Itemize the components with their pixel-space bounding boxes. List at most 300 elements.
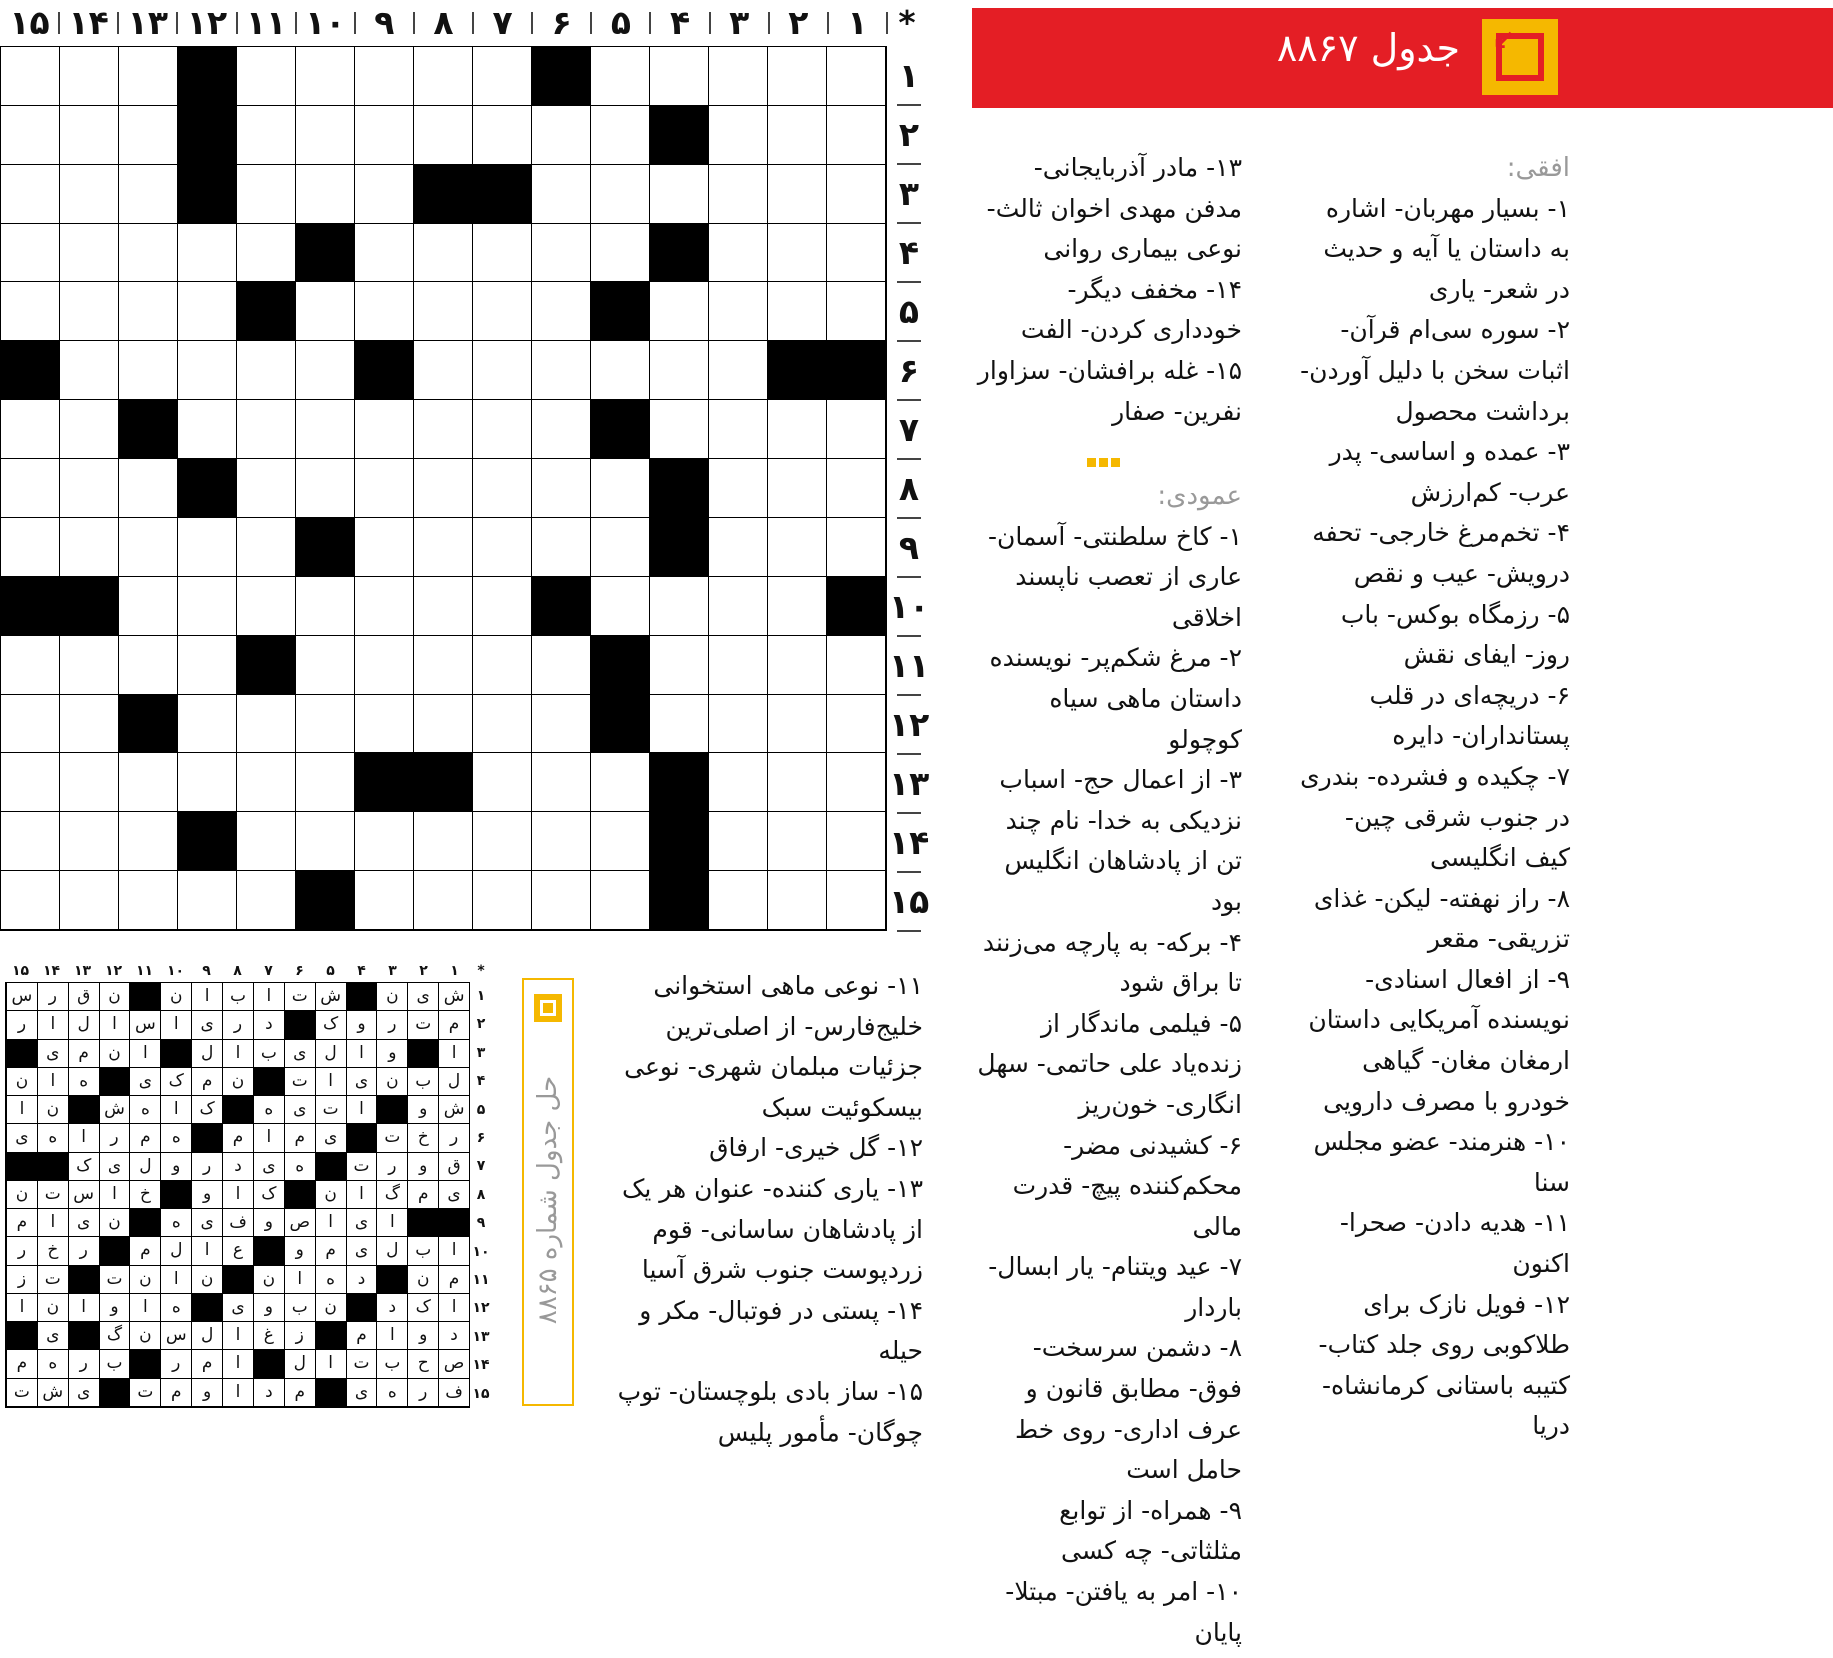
empty-cell xyxy=(1,47,60,106)
solution-letter: م xyxy=(129,1237,160,1265)
solution-letter: ل xyxy=(191,1040,222,1068)
black-cell xyxy=(650,106,709,165)
vertical-clue: ۱- کاخ سلطنتی- آسمان- عاری از تعصب ناپسند اخلاقی xyxy=(988,521,1242,632)
empty-cell xyxy=(296,341,355,400)
empty-cell xyxy=(1,695,60,754)
solution-letter: ف xyxy=(222,1209,253,1237)
solution-black-cell xyxy=(191,1294,222,1322)
empty-cell xyxy=(355,871,414,930)
horizontal-clue: ۱۰- هنرمند- عضو مجلس سنا xyxy=(1313,1127,1570,1197)
empty-cell xyxy=(1,224,60,283)
vertical-clue: ۷- عید ویتنام- یار ابسال- باردار xyxy=(988,1252,1242,1322)
empty-cell xyxy=(237,165,296,224)
empty-cell xyxy=(119,47,178,106)
empty-cell xyxy=(414,871,473,930)
horizontal-clue: ۱۲- فویل نازک برای طلاکوبی روی جلد کتاب- کتیبه باستانی کرمانشاه- دریا xyxy=(1318,1289,1570,1441)
vertical-clue: ۱۰- امر به یافتن- مبتلا- پایان xyxy=(1005,1577,1242,1647)
solution-letter: ه xyxy=(253,1096,284,1124)
row-numbers xyxy=(889,46,929,931)
empty-cell xyxy=(591,341,650,400)
solution-letter: ب xyxy=(253,1040,284,1068)
empty-cell xyxy=(119,106,178,165)
solution-column-number: ۱۵ xyxy=(11,963,30,979)
solution-letter: و xyxy=(407,1096,438,1124)
solution-letter: ش xyxy=(438,983,469,1011)
empty-cell xyxy=(119,636,178,695)
empty-cell xyxy=(473,695,532,754)
column-number: ۵ xyxy=(610,3,631,42)
empty-cell xyxy=(237,400,296,459)
black-cell xyxy=(414,165,473,224)
black-cell xyxy=(591,400,650,459)
empty-cell xyxy=(414,47,473,106)
solution-black-cell xyxy=(129,983,160,1011)
empty-cell xyxy=(827,871,886,930)
solution-letter: ا xyxy=(253,1124,284,1152)
column-number: ۴ xyxy=(669,3,691,42)
black-cell xyxy=(473,165,532,224)
solution-letter: ا xyxy=(315,1209,346,1237)
solution-letter: م xyxy=(160,1379,191,1407)
empty-cell xyxy=(60,459,119,518)
row-number: ۱۵ xyxy=(889,882,930,921)
solution-black-cell xyxy=(191,1124,222,1152)
solution-letter: ی xyxy=(129,1068,160,1096)
empty-cell xyxy=(650,636,709,695)
black-cell xyxy=(296,518,355,577)
empty-cell xyxy=(237,695,296,754)
solution-letter: ب xyxy=(99,1350,130,1378)
solution-letter: ر xyxy=(68,1350,99,1378)
solution-letter: ی xyxy=(99,1153,130,1181)
solution-grid xyxy=(5,982,470,1408)
empty-cell xyxy=(532,400,591,459)
solution-black-cell xyxy=(222,1096,253,1124)
solution-letter: و xyxy=(191,1181,222,1209)
solution-column-number: ۱۰ xyxy=(166,963,185,979)
solution-column-number: ۱۲ xyxy=(104,963,123,979)
empty-cell xyxy=(591,47,650,106)
black-cell xyxy=(119,400,178,459)
solution-letter: ه xyxy=(284,1153,315,1181)
row-number: ۱۲ xyxy=(889,705,930,744)
solution-black-cell xyxy=(68,1096,99,1124)
empty-cell xyxy=(296,47,355,106)
solution-letter: ع xyxy=(222,1237,253,1265)
solution-letter: ی xyxy=(68,1379,99,1407)
empty-cell xyxy=(60,341,119,400)
empty-cell xyxy=(1,282,60,341)
solution-row-number: ۷ xyxy=(476,1158,486,1175)
solution-letter: ی xyxy=(315,1124,346,1152)
solution-letter: ت xyxy=(346,1350,377,1378)
empty-cell xyxy=(768,106,827,165)
solution-letter: م xyxy=(438,1266,469,1294)
empty-cell xyxy=(532,224,591,283)
solution-letter: ل xyxy=(284,1350,315,1378)
black-cell xyxy=(591,695,650,754)
empty-cell xyxy=(237,459,296,518)
solution-letter: ص xyxy=(284,1209,315,1237)
empty-cell xyxy=(237,341,296,400)
solution-column-number: ۱ xyxy=(450,963,459,979)
black-cell xyxy=(178,812,237,871)
empty-cell xyxy=(119,871,178,930)
solution-letter: ن xyxy=(253,1266,284,1294)
solution-column-number: ۱۴ xyxy=(42,963,61,979)
empty-cell xyxy=(60,812,119,871)
empty-cell xyxy=(1,812,60,871)
solution-row-number: ۵ xyxy=(476,1101,486,1118)
solution-letter: د xyxy=(376,1294,407,1322)
empty-cell xyxy=(532,812,591,871)
solution-column-number: ۲ xyxy=(419,963,428,979)
puzzle-title: جدول ۸۸۶۷ xyxy=(1276,26,1460,70)
empty-cell xyxy=(827,106,886,165)
empty-cell xyxy=(296,400,355,459)
empty-cell xyxy=(709,106,768,165)
solution-letter: د xyxy=(222,1153,253,1181)
solution-letter: ک xyxy=(253,1181,284,1209)
empty-cell xyxy=(1,636,60,695)
solution-letter: ت xyxy=(6,1379,37,1407)
solution-letter: ا xyxy=(191,983,222,1011)
solution-letter: ا xyxy=(346,1040,377,1068)
empty-cell xyxy=(296,165,355,224)
empty-cell xyxy=(532,341,591,400)
solution-black-cell xyxy=(129,1350,160,1378)
empty-cell xyxy=(473,106,532,165)
black-cell xyxy=(296,224,355,283)
empty-cell xyxy=(119,224,178,283)
black-cell xyxy=(355,753,414,812)
solution-letter: م xyxy=(222,1124,253,1152)
solution-letter: م xyxy=(346,1322,377,1350)
solution-letter: ک xyxy=(160,1068,191,1096)
solution-letter: ر xyxy=(407,1379,438,1407)
solution-letter: ل xyxy=(315,1040,346,1068)
horizontal-title: افقی: xyxy=(1506,153,1570,183)
empty-cell xyxy=(473,577,532,636)
empty-cell xyxy=(178,224,237,283)
empty-cell xyxy=(473,518,532,577)
solution-letter: م xyxy=(191,1068,222,1096)
solution-letter: ی xyxy=(191,1209,222,1237)
empty-cell xyxy=(473,400,532,459)
solution-letter: ا xyxy=(160,1096,191,1124)
vertical-clue: ۳- از اعمال حج- اسباب نزدیکی به خدا- نام چند تن از پادشاهان انگلیس بود xyxy=(999,765,1242,916)
empty-cell xyxy=(532,518,591,577)
solution-letter: ن xyxy=(315,1294,346,1322)
empty-cell xyxy=(60,753,119,812)
crossword-grid xyxy=(0,46,887,931)
solution-row-number: ۱۱ xyxy=(472,1272,490,1288)
horizontal-clue: ۷- چکیده و فشرده- بندری در جنوب شرقی چین- کیف انگلیسی xyxy=(1300,761,1570,873)
solution-column-number: ۷ xyxy=(264,963,273,979)
black-cell xyxy=(827,577,886,636)
solution-black-cell xyxy=(6,1040,37,1068)
empty-cell xyxy=(709,459,768,518)
empty-cell xyxy=(709,341,768,400)
empty-cell xyxy=(768,753,827,812)
vertical-clue: ۲- مرغ شکم‌پر- نویسنده داستان ماهی سیاه کوچولو xyxy=(989,643,1242,754)
empty-cell xyxy=(355,459,414,518)
solution-black-cell xyxy=(37,1153,68,1181)
solution-letter: م xyxy=(129,1124,160,1152)
empty-cell xyxy=(768,812,827,871)
vertical-clue: ۸- دشمن سرسخت- فوق- مطابق قانون و عرف اداری- روی خط حامل است xyxy=(1014,1333,1242,1485)
solution-letter: د xyxy=(346,1266,377,1294)
empty-cell xyxy=(591,459,650,518)
solution-letter: ی xyxy=(68,1209,99,1237)
solution-letter: ه xyxy=(160,1294,191,1322)
solution-letter: ا xyxy=(37,1068,68,1096)
solution-letter: د xyxy=(253,1011,284,1039)
solution-black-cell xyxy=(346,1294,377,1322)
solution-letter: ی xyxy=(284,1040,315,1068)
empty-cell xyxy=(237,518,296,577)
solution-letter: ر xyxy=(68,1237,99,1265)
row-separator xyxy=(897,930,921,932)
empty-cell xyxy=(827,753,886,812)
solution-letter: ت xyxy=(407,1011,438,1039)
empty-cell xyxy=(709,577,768,636)
empty-cell xyxy=(355,165,414,224)
empty-cell xyxy=(414,106,473,165)
empty-cell xyxy=(355,577,414,636)
solution-black-cell xyxy=(407,1040,438,1068)
solution-letter: ل xyxy=(68,1011,99,1039)
empty-cell xyxy=(473,753,532,812)
empty-cell xyxy=(473,47,532,106)
solution-black-cell xyxy=(99,1237,130,1265)
empty-cell xyxy=(768,518,827,577)
empty-cell xyxy=(178,577,237,636)
black-cell xyxy=(1,341,60,400)
solution-letter: ش xyxy=(37,1379,68,1407)
solution-letter: ی xyxy=(346,1237,377,1265)
horizontal-clue: ۸- راز نهفته- لیکن- غذای تزریقی- مقعر xyxy=(1313,883,1570,954)
solution-letter: و xyxy=(160,1153,191,1181)
solution-letter: ر xyxy=(37,983,68,1011)
solution-column-number: ۴ xyxy=(357,963,366,979)
empty-cell xyxy=(650,47,709,106)
solution-letter: ب xyxy=(407,1237,438,1265)
empty-cell xyxy=(827,224,886,283)
solution-black-cell xyxy=(6,1322,37,1350)
solution-letter: ز xyxy=(6,1266,37,1294)
horizontal-clue: ۴- تخم‌مرغ خارجی- تحفه درویش- عیب و نقص xyxy=(1312,518,1570,588)
black-cell xyxy=(650,518,709,577)
solution-letter: م xyxy=(68,1040,99,1068)
horizontal-clue: ۱۱- هدیه دادن- صحرا- اکنون xyxy=(1339,1208,1570,1279)
solution-letter: ا xyxy=(222,1350,253,1378)
empty-cell xyxy=(60,518,119,577)
solution-letter: ن xyxy=(6,1068,37,1096)
solution-letter: س xyxy=(160,1322,191,1350)
horizontal-clue: ۱۴- مخفف دیگر- خودداری کردن- الفت xyxy=(1020,274,1242,345)
solution-letter: ه xyxy=(37,1124,68,1152)
solution-letter: ف xyxy=(438,1379,469,1407)
column-separator xyxy=(176,12,178,34)
solution-row-number: ۱ xyxy=(476,988,486,1004)
solution-letter: ن xyxy=(160,983,191,1011)
black-cell xyxy=(178,165,237,224)
solution-letter: ر xyxy=(191,1153,222,1181)
vertical-clues-col1 xyxy=(972,476,1242,1653)
solution-letter: و xyxy=(253,1209,284,1237)
solution-letter: و xyxy=(253,1294,284,1322)
solution-letter: ر xyxy=(6,1237,37,1265)
empty-cell xyxy=(709,871,768,930)
solution-letter: ن xyxy=(222,1068,253,1096)
column-number: ۱۳ xyxy=(127,3,168,42)
empty-cell xyxy=(237,577,296,636)
solution-letter: ح xyxy=(407,1350,438,1378)
solution-letter: ه xyxy=(376,1379,407,1407)
solution-black-cell xyxy=(315,1322,346,1350)
column-number: ۱۱ xyxy=(245,3,287,42)
empty-cell xyxy=(178,400,237,459)
empty-cell xyxy=(827,400,886,459)
solution-letter: ن xyxy=(99,1209,130,1237)
column-separator xyxy=(58,12,60,34)
empty-cell xyxy=(473,636,532,695)
empty-cell xyxy=(591,812,650,871)
black-cell xyxy=(650,812,709,871)
empty-cell xyxy=(60,871,119,930)
empty-cell xyxy=(591,753,650,812)
column-number: ۱۵ xyxy=(9,3,50,42)
black-cell xyxy=(178,459,237,518)
solution-letter: و xyxy=(376,1040,407,1068)
empty-cell xyxy=(473,871,532,930)
empty-cell xyxy=(473,341,532,400)
solution-letter: ت xyxy=(346,1153,377,1181)
row-number: ۱۳ xyxy=(889,764,930,803)
empty-cell xyxy=(473,224,532,283)
empty-cell xyxy=(650,400,709,459)
solution-letter: ا xyxy=(222,1379,253,1407)
empty-cell xyxy=(296,106,355,165)
solution-black-cell xyxy=(346,1124,377,1152)
empty-cell xyxy=(709,224,768,283)
solution-letter: د xyxy=(253,1379,284,1407)
empty-cell xyxy=(119,165,178,224)
solution-letter: و xyxy=(99,1294,130,1322)
vertical-clue: ۱۴- پستی در فوتبال- مکر و حیله xyxy=(639,1295,923,1366)
empty-cell xyxy=(60,695,119,754)
solution-row-number: ۹ xyxy=(476,1215,486,1232)
empty-cell xyxy=(532,753,591,812)
solution-letter: س xyxy=(68,1181,99,1209)
solution-letter: ا xyxy=(160,1011,191,1039)
solution-letter: ت xyxy=(37,1181,68,1209)
solution-letter: ل xyxy=(129,1153,160,1181)
empty-cell xyxy=(827,282,886,341)
solution-logo-icon xyxy=(534,994,562,1022)
empty-cell xyxy=(591,106,650,165)
solution-letter: ه xyxy=(160,1209,191,1237)
solution-letter: ا xyxy=(68,1294,99,1322)
solution-letter: ب xyxy=(376,1350,407,1378)
empty-cell xyxy=(532,459,591,518)
row-number: ۵ xyxy=(898,292,920,331)
empty-cell xyxy=(709,282,768,341)
empty-cell xyxy=(355,636,414,695)
black-cell xyxy=(591,282,650,341)
row-number: ۸ xyxy=(898,469,920,508)
solution-letter: ز xyxy=(284,1322,315,1350)
solution-black-cell xyxy=(99,1379,130,1407)
solution-row-number: ۴ xyxy=(476,1073,486,1090)
column-separator xyxy=(590,12,592,34)
solution-letter: م xyxy=(315,1237,346,1265)
solution-letter: ی xyxy=(284,1096,315,1124)
solution-letter: ی xyxy=(438,1181,469,1209)
row-number: ۴ xyxy=(898,233,920,272)
solution-black-cell xyxy=(99,1068,130,1096)
solution-letter: ب xyxy=(284,1294,315,1322)
column-separator xyxy=(649,12,651,34)
empty-cell xyxy=(414,518,473,577)
solution-letter: ی xyxy=(407,983,438,1011)
solution-letter: ه xyxy=(315,1266,346,1294)
empty-cell xyxy=(414,459,473,518)
solution-letter: م xyxy=(6,1350,37,1378)
solution-black-cell xyxy=(284,1181,315,1209)
empty-cell xyxy=(355,224,414,283)
solution-letter: ن xyxy=(129,1266,160,1294)
solution-black-cell xyxy=(284,1011,315,1039)
row-number: ۳ xyxy=(898,174,920,213)
empty-cell xyxy=(414,341,473,400)
empty-cell xyxy=(827,695,886,754)
black-cell xyxy=(1,577,60,636)
solution-column-number: ۹ xyxy=(202,963,211,979)
empty-cell xyxy=(1,106,60,165)
column-numbers xyxy=(0,2,916,44)
vertical-clues-col2 xyxy=(603,966,923,1453)
empty-cell xyxy=(532,165,591,224)
column-number: ۳ xyxy=(729,3,750,42)
empty-cell xyxy=(296,753,355,812)
solution-column-number: ۱۱ xyxy=(135,963,154,979)
solution-letter: ت xyxy=(129,1379,160,1407)
solution-letter: ر xyxy=(376,1153,407,1181)
solution-letter: ه xyxy=(160,1124,191,1152)
solution-letter: و xyxy=(407,1153,438,1181)
column-separator xyxy=(295,12,297,34)
solution-letter: ی xyxy=(222,1294,253,1322)
solution-letter: ا xyxy=(438,1237,469,1265)
solution-row-number: ۱۲ xyxy=(472,1300,490,1317)
solution-letter: ت xyxy=(315,1096,346,1124)
empty-cell xyxy=(237,871,296,930)
solution-letter: ا xyxy=(222,1040,253,1068)
horizontal-clue: ۱۵- غله برافشان- سزاوار نفرین- صفار xyxy=(977,355,1242,426)
horizontal-clue: ۲- سوره سی‌ام قرآن- اثبات سخن با دلیل آوردن- برداشت محصول xyxy=(1300,315,1570,426)
solution-letter: ه xyxy=(129,1096,160,1124)
solution-letter: ق xyxy=(438,1153,469,1181)
empty-cell xyxy=(1,753,60,812)
solution-letter: گ xyxy=(99,1322,130,1350)
empty-cell xyxy=(532,636,591,695)
empty-cell xyxy=(709,636,768,695)
solution-letter: ن xyxy=(315,1181,346,1209)
row-number: ۱۱ xyxy=(889,646,930,685)
row-number: ۱ xyxy=(898,56,920,95)
